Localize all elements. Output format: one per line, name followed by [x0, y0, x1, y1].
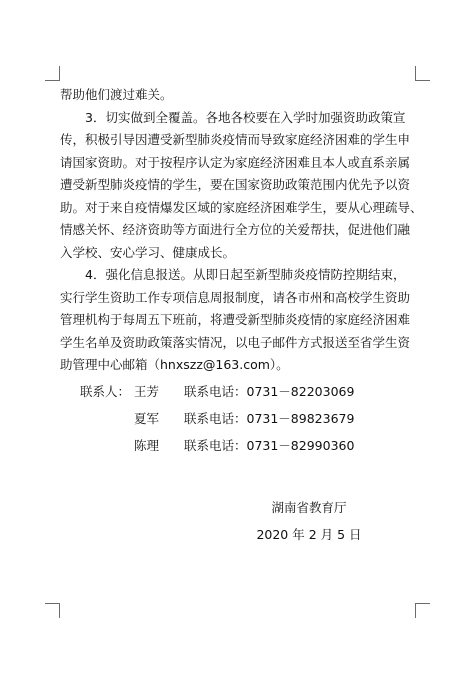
contact-name: 夏军: [134, 411, 160, 426]
body-text: [60, 84, 423, 377]
contact-row-1: [60, 378, 420, 405]
contact-name: 陈理: [134, 438, 160, 453]
body-line-10: 实行学生资助工作专项信息周报制度，请各市州和高校学生资助: [60, 289, 411, 305]
crop-mark-bottom-right: [415, 603, 430, 618]
contact-phone: 联系电话：0731－82990360: [184, 438, 355, 453]
crop-mark-bottom-left: [45, 603, 60, 618]
body-line-11: 管理机构于每周五下班前，将遭受新型肺炎疫情的家庭经济困难: [60, 312, 411, 327]
body-line-9: 4．强化信息报送。从即日起至新型肺炎疫情防控期结束，: [85, 267, 406, 282]
body-line-12: 学生名单及资助政策落实情况，以电子邮件方式报送至省学生资: [60, 334, 411, 350]
body-line-7: 情感关怀、经济资助等方面进行全方位的关爱帮扶，促进他们融: [60, 222, 411, 237]
signature-date: 2020 年 2 月 5 日: [256, 527, 362, 542]
contact-row-3: [60, 432, 420, 459]
signature-block: [244, 494, 374, 548]
contact-phone: 联系电话：0731－89823679: [184, 411, 355, 426]
contact-row-2: [60, 405, 420, 432]
contact-name: 王芳: [134, 384, 160, 399]
body-line-1: 帮助他们渡过难关。: [60, 87, 173, 102]
crop-mark-top-right: [415, 66, 430, 81]
crop-mark-top-left: [45, 66, 60, 81]
signature-org: 湖南省教育厅: [271, 500, 347, 515]
contact-phone: 联系电话：0731－82203069: [184, 384, 355, 399]
body-line-6: 助。对于来自疫情爆发区域的家庭经济困难学生，要从心理疏导、: [60, 199, 423, 215]
body-line-5: 遭受新型肺炎疫情的学生，要在国家资助政策范围内优先予以资: [60, 177, 411, 192]
contact-label: 联系人：: [79, 384, 130, 399]
body-line-13: 助管理中心邮箱（hnxszz@163.com）。: [60, 357, 289, 372]
body-line-3: 传，积极引导因遭受新型肺炎疫情而导致家庭经济困难的学生申: [60, 132, 411, 147]
body-line-4: 请国家资助。对于按程序认定为家庭经济困难且本人或直系亲属: [60, 154, 411, 170]
contact-list: [60, 378, 420, 459]
body-line-2: 3．切实做到全覆盖。各地各校要在入学时加强资助政策宣: [85, 109, 406, 125]
body-line-8: 入学校、安心学习、健康成长。: [60, 244, 236, 260]
